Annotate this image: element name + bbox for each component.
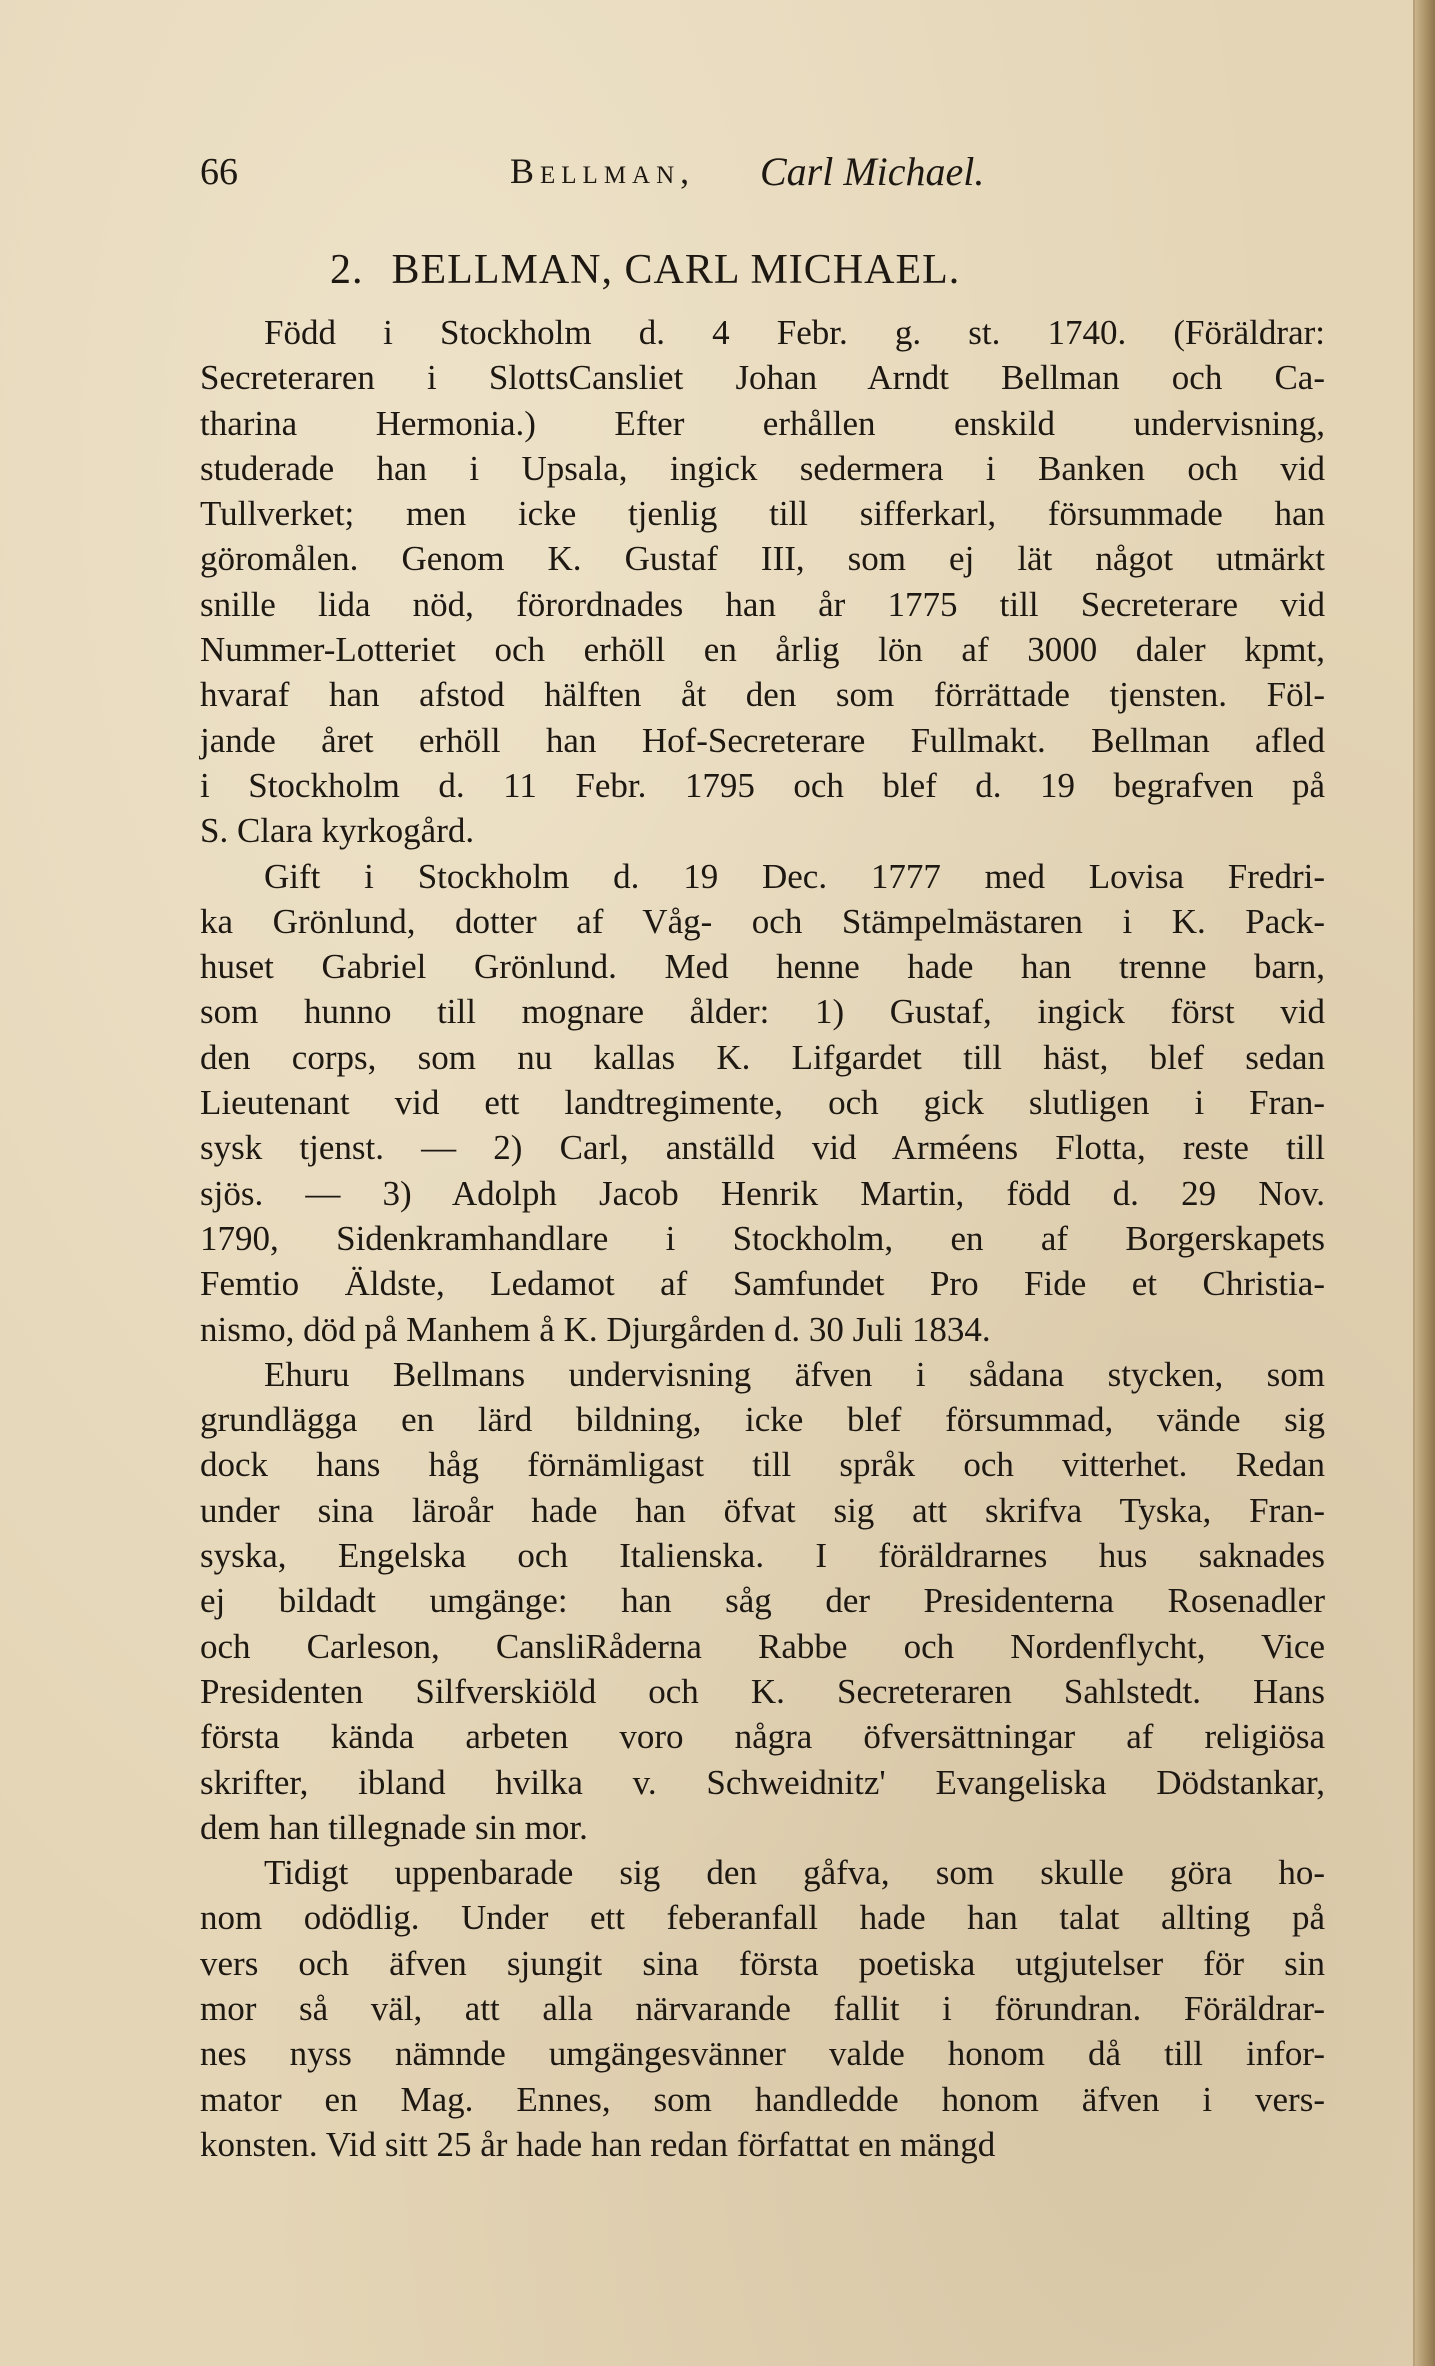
paragraph — [200, 854, 1325, 1352]
text-line: Född i Stockholm d. 4 Febr. g. st. 1740. (Föräldrar: — [264, 313, 1325, 352]
text-line: jande året erhöll han Hof-Secreterare Fullmakt. Bellman afled — [200, 720, 1325, 760]
text-line: vers och äfven sjungit sina första poetiska utgjutelser för sin — [200, 1943, 1325, 1983]
paragraph — [200, 1352, 1325, 1850]
text-line: syska, Engelska och Italienska. I föräldrarnes hus saknades — [200, 1536, 1325, 1576]
text-line: 1790, Sidenkramhandlare i Stockholm, en af Borgerskapets — [200, 1218, 1325, 1258]
text-line: första kända arbeten voro några öfversättningar af religiösa — [200, 1717, 1325, 1757]
text-line: nom odödlig. Under ett feberanfall hade han talat allting på — [200, 1898, 1325, 1938]
page-number: 66 — [200, 151, 238, 193]
text-line: Ehuru Bellmans undervisning äfven i sådana stycken, som — [264, 1354, 1325, 1394]
entry-heading — [330, 246, 1150, 294]
text-line: mor så väl, att alla närvarande fallit i förundran. Föräldrar- — [200, 1988, 1325, 2028]
text-line: konsten. Vid sitt 25 år hade han redan författat en mängd — [200, 2124, 996, 2164]
text-line: göromålen. Genom K. Gustaf III, som ej lät något utmärkt — [200, 539, 1325, 579]
text-line: Lieutenant vid ett landtregimente, och gick slutligen i Fran- — [200, 1083, 1325, 1123]
text-line: den corps, som nu kallas K. Lifgardet till häst, blef sedan — [200, 1037, 1325, 1077]
text-line: i Stockholm d. 11 Febr. 1795 och blef d. 19 begrafven på — [200, 765, 1325, 805]
text-line: studerade han i Upsala, ingick sedermera i Banken och vid — [200, 448, 1325, 488]
text-line: Nummer-Lotteriet och erhöll en årlig lön af 3000 daler kpmt, — [200, 630, 1325, 670]
text-line: Tullverket; men icke tjenlig till sifferkarl, försummade han — [200, 494, 1325, 534]
text-line: under sina läroår hade han öfvat sig att skrifva Tyska, Fran- — [200, 1490, 1325, 1530]
text-line: sjös. — 3) Adolph Jacob Henrik Martin, född d. 29 Nov. — [200, 1173, 1325, 1213]
text-line: Tidigt uppenbarade sig den gåfva, som skulle göra ho- — [264, 1853, 1325, 1893]
text-line: S. Clara kyrkogård. — [200, 811, 475, 851]
paragraph — [200, 310, 1325, 854]
text-line: och Carleson, CansliRåderna Rabbe och Nordenflycht, Vice — [200, 1626, 1325, 1666]
running-head — [200, 150, 1210, 200]
text-line: hvaraf han afstod hälften åt den som förrättade tjensten. Föl- — [200, 675, 1325, 715]
text-line: ej bildadt umgänge: han såg der Presidenterna Rosenadler — [200, 1581, 1325, 1621]
text-line: ka Grönlund, dotter af Våg- och Stämpelmästaren i K. Pack- — [200, 901, 1325, 941]
text-line: som hunno till mognare ålder: 1) Gustaf, ingick först vid — [200, 992, 1325, 1032]
text-line: grundlägga en lärd bildning, icke blef försummad, vände sig — [200, 1400, 1325, 1440]
entry-title: BELLMAN, CARL MICHAEL. — [391, 247, 961, 293]
text-line: Secreteraren i SlottsCansliet Johan Arndt Bellman och Ca- — [200, 358, 1325, 398]
body-text — [200, 310, 1325, 2167]
text-line: Gift i Stockholm d. 19 Dec. 1777 med Lovisa Fredri- — [264, 856, 1325, 896]
text-line: Femtio Äldste, Ledamot af Samfundet Pro Fide et Christia- — [200, 1264, 1325, 1304]
text-line: dock hans håg förnämligast till språk och vitterhet. Redan — [200, 1445, 1325, 1485]
text-line: tharina Hermonia.) Efter erhållen enskild undervisning, — [200, 403, 1325, 443]
text-line: nes nyss nämnde umgängesvänner valde honom då till infor- — [200, 2034, 1325, 2074]
entry-number: 2. — [330, 247, 364, 293]
text-line: Presidenten Silfverskiöld och K. Secreteraren Sahlstedt. Hans — [200, 1671, 1325, 1711]
text-line: snille lida nöd, förordnades han år 1775 till Secreterare vid — [200, 584, 1325, 624]
binding-edge — [1415, 0, 1435, 2366]
text-line: mator en Mag. Ennes, som handledde honom äfven i vers- — [200, 2079, 1325, 2119]
text-line: huset Gabriel Grönlund. Med henne hade han trenne barn, — [200, 947, 1325, 987]
text-line: skrifter, ibland hvilka v. Schweidnitz' Evangeliska Dödstankar, — [200, 1762, 1325, 1802]
text-line: nismo, död på Manhem å K. Djurgården d. 30 Juli 1834. — [200, 1309, 991, 1349]
paragraph — [200, 1850, 1325, 2167]
text-line: dem han tillegnade sin mor. — [200, 1807, 588, 1847]
text-line: sysk tjenst. — 2) Carl, anställd vid Arméens Flotta, reste till — [200, 1128, 1325, 1168]
running-head-forename: Carl Michael. — [760, 149, 985, 194]
running-head-surname: Bellman, — [510, 151, 696, 191]
